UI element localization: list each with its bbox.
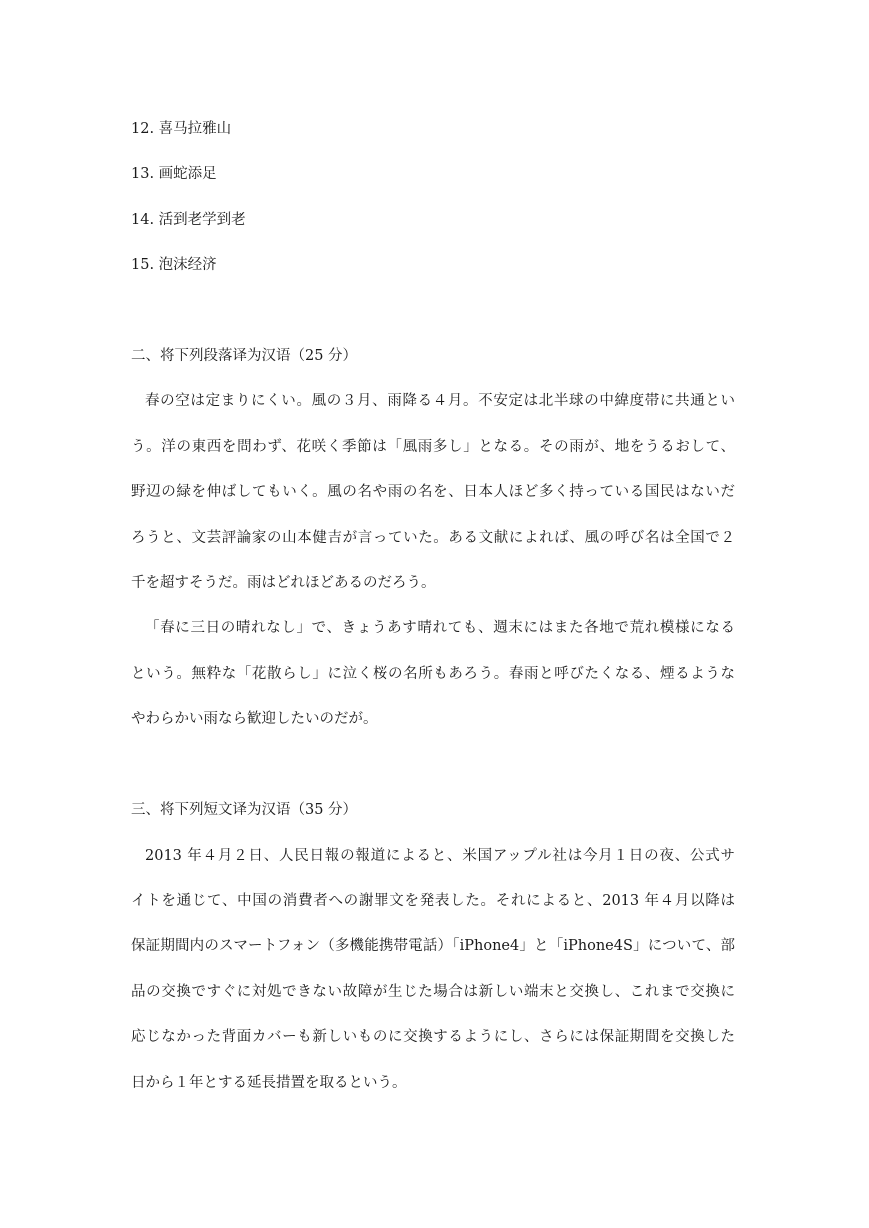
section2-paragraph-line: ろうと、文芸評論家の山本健吉が言っていた。ある文献によれば、風の呼び名は全国で２ <box>131 530 735 546</box>
section2-heading: 二、将下列段落译为汉语（25 分） <box>131 348 358 364</box>
vocab-item: 12. 喜马拉雅山 <box>131 121 232 137</box>
section2-paragraph-line: やわらかい雨なら歓迎したいのだが。 <box>131 711 378 727</box>
section3-paragraph-line: 品の交換ですぐに対処できない故障が生じた場合は新しい端末と交換し、これまで交換に <box>131 984 735 1000</box>
section2-paragraph-line: 野辺の緑を伸ばしてもいく。風の名や雨の名を、日本人ほど多く持っている国民はないだ <box>131 484 735 500</box>
section3-paragraph-line: イトを通じて、中国の消費者への謝罪文を発表した。それによると、2013 年４月以降は <box>131 893 735 909</box>
vocab-item: 13. 画蛇添足 <box>131 166 217 182</box>
section2-paragraph-line: 千を超すそうだ。雨はどれほどあるのだろう。 <box>131 575 436 591</box>
section2-paragraph-line: 「春に三日の晴れなし」で、きょうあす晴れても、週末にはまた各地で荒れ模様になる <box>145 620 735 636</box>
vocab-item: 14. 活到老学到老 <box>131 212 246 228</box>
section3-paragraph-line: 2013 年４月２日、人民日報の報道によると、米国アップル社は今月１日の夜、公式サ <box>145 848 735 864</box>
vocab-item: 15. 泡沫经济 <box>131 257 217 273</box>
section3-paragraph-line: 日から１年とする延長措置を取るという。 <box>131 1075 407 1091</box>
section3-paragraph-line: 応じなかった背面カバーも新しいものに交換するようにし、さらには保証期間を交換した <box>131 1029 735 1045</box>
section3-paragraph-line: 保証期間内のスマートフォン（多機能携帯電話）「iPhone4」と「iPhone4S」について、部 <box>131 938 735 954</box>
section2-paragraph-line: う。洋の東西を問わず、花咲く季節は「風雨多し」となる。その雨が、地をうるおして、 <box>131 439 735 455</box>
section2-paragraph-line: 春の空は定まりにくい。風の３月、雨降る４月。不安定は北半球の中緯度帯に共通とい <box>145 393 735 409</box>
section3-heading: 三、将下列短文译为汉语（35 分） <box>131 802 358 818</box>
section2-paragraph-line: という。無粋な「花散らし」に泣く桜の名所もあろう。春雨と呼びたくなる、煙るような <box>131 666 735 682</box>
